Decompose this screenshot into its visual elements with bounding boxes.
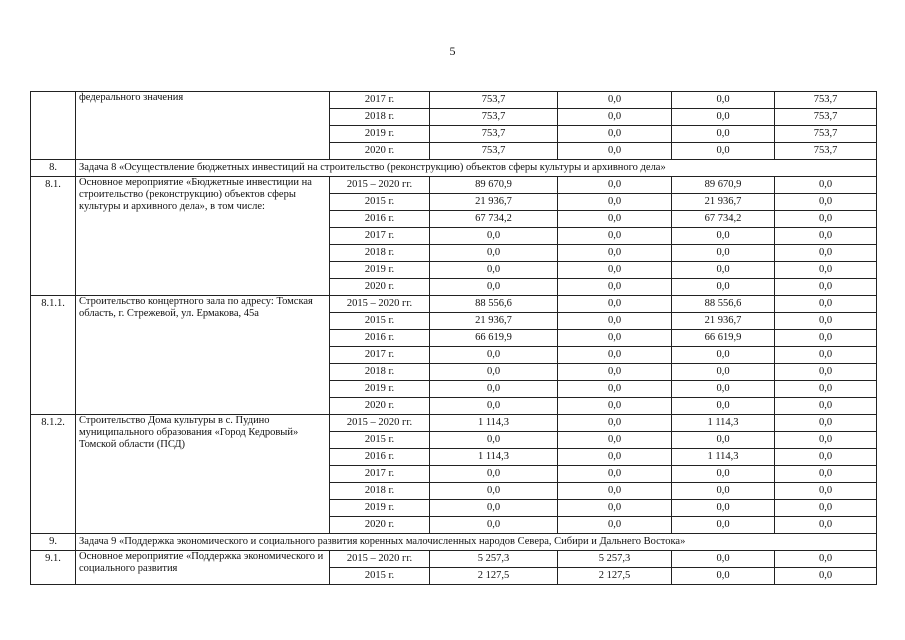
period-cell: 2015 г. (330, 568, 430, 585)
amount-cell: 0,0 (558, 143, 672, 160)
amount-cell: 0,0 (775, 432, 877, 449)
amount-cell: 21 936,7 (430, 194, 558, 211)
period-cell: 2015 – 2020 гг. (330, 415, 430, 432)
amount-cell: 0,0 (672, 381, 775, 398)
amount-cell: 0,0 (775, 415, 877, 432)
amount-cell: 0,0 (558, 313, 672, 330)
amount-cell: 66 619,9 (430, 330, 558, 347)
amount-cell: 0,0 (775, 313, 877, 330)
period-cell: 2016 г. (330, 330, 430, 347)
task-row (31, 534, 877, 551)
amount-cell: 0,0 (558, 381, 672, 398)
page-number: 5 (449, 44, 456, 58)
period-cell: 2015 – 2020 гг. (330, 177, 430, 194)
budget-table (30, 91, 877, 585)
amount-cell: 0,0 (775, 177, 877, 194)
row-number: 8.1.1. (31, 296, 76, 415)
amount-cell: 0,0 (558, 500, 672, 517)
period-cell: 2019 г. (330, 126, 430, 143)
amount-cell: 0,0 (775, 449, 877, 466)
amount-cell: 1 114,3 (672, 449, 775, 466)
amount-cell: 0,0 (672, 398, 775, 415)
amount-cell: 0,0 (775, 568, 877, 585)
amount-cell: 0,0 (775, 466, 877, 483)
amount-cell: 0,0 (430, 517, 558, 534)
period-cell: 2015 г. (330, 313, 430, 330)
amount-cell: 0,0 (558, 347, 672, 364)
period-cell: 2017 г. (330, 466, 430, 483)
activity-description: Основное мероприятие «Бюджетные инвестиции на строительство (реконструкцию) объектов сферы культуры и архивного дела», в том числе: (76, 177, 330, 296)
amount-cell: 0,0 (430, 347, 558, 364)
task-title: Задача 8 «Осуществление бюджетных инвестиций на строительство (реконструкцию) объектов сферы культуры и архивного дела» (76, 160, 877, 177)
period-cell: 2020 г. (330, 143, 430, 160)
amount-cell: 21 936,7 (672, 313, 775, 330)
amount-cell: 1 114,3 (430, 449, 558, 466)
amount-cell: 0,0 (430, 398, 558, 415)
amount-cell: 0,0 (775, 551, 877, 568)
amount-cell: 0,0 (672, 92, 775, 109)
amount-cell: 0,0 (672, 517, 775, 534)
period-cell: 2015 г. (330, 194, 430, 211)
amount-cell: 0,0 (558, 262, 672, 279)
amount-cell: 0,0 (558, 483, 672, 500)
amount-cell: 0,0 (672, 500, 775, 517)
amount-cell: 0,0 (430, 279, 558, 296)
amount-cell: 2 127,5 (558, 568, 672, 585)
amount-cell: 0,0 (775, 330, 877, 347)
amount-cell: 0,0 (775, 228, 877, 245)
period-cell: 2018 г. (330, 109, 430, 126)
amount-cell: 0,0 (672, 432, 775, 449)
amount-cell: 0,0 (430, 228, 558, 245)
amount-cell: 0,0 (672, 279, 775, 296)
amount-cell: 0,0 (672, 262, 775, 279)
period-cell: 2020 г. (330, 279, 430, 296)
amount-cell: 0,0 (558, 279, 672, 296)
amount-cell: 0,0 (775, 381, 877, 398)
period-cell: 2016 г. (330, 449, 430, 466)
amount-cell: 753,7 (430, 109, 558, 126)
amount-cell: 0,0 (775, 398, 877, 415)
amount-cell: 0,0 (558, 432, 672, 449)
amount-cell: 88 556,6 (430, 296, 558, 313)
period-cell: 2017 г. (330, 347, 430, 364)
amount-cell: 0,0 (558, 398, 672, 415)
table-row (31, 296, 877, 313)
amount-cell: 2 127,5 (430, 568, 558, 585)
budget-table-body (31, 92, 877, 585)
amount-cell: 0,0 (430, 364, 558, 381)
amount-cell: 0,0 (672, 143, 775, 160)
period-cell: 2019 г. (330, 500, 430, 517)
amount-cell: 0,0 (430, 381, 558, 398)
amount-cell: 0,0 (672, 568, 775, 585)
amount-cell: 0,0 (775, 500, 877, 517)
amount-cell: 1 114,3 (430, 415, 558, 432)
amount-cell: 0,0 (775, 296, 877, 313)
table-row (31, 415, 877, 432)
amount-cell: 0,0 (775, 194, 877, 211)
activity-description: Основное мероприятие «Поддержка экономического и социального развития (76, 551, 330, 585)
amount-cell: 753,7 (430, 92, 558, 109)
activity-description: федерального значения (76, 92, 330, 160)
amount-cell: 0,0 (430, 432, 558, 449)
row-number (31, 92, 76, 160)
amount-cell: 89 670,9 (430, 177, 558, 194)
amount-cell: 0,0 (558, 126, 672, 143)
amount-cell: 0,0 (558, 364, 672, 381)
period-cell: 2019 г. (330, 262, 430, 279)
amount-cell: 0,0 (430, 245, 558, 262)
amount-cell: 0,0 (558, 177, 672, 194)
activity-description: Строительство Дома культуры в с. Пудино муниципального образования «Город Кедровый» Томской области (ПСД) (76, 415, 330, 534)
amount-cell: 0,0 (672, 364, 775, 381)
amount-cell: 753,7 (775, 126, 877, 143)
row-number: 9. (31, 534, 76, 551)
table-row (31, 551, 877, 568)
task-title: Задача 9 «Поддержка экономического и социального развития коренных малочисленных народов Севера, Сибири и Дальнего Востока» (76, 534, 877, 551)
amount-cell: 0,0 (672, 551, 775, 568)
period-cell: 2020 г. (330, 517, 430, 534)
amount-cell: 0,0 (672, 347, 775, 364)
period-cell: 2016 г. (330, 211, 430, 228)
period-cell: 2017 г. (330, 228, 430, 245)
amount-cell: 0,0 (775, 517, 877, 534)
table-row (31, 92, 877, 109)
amount-cell: 0,0 (558, 109, 672, 126)
amount-cell: 0,0 (430, 262, 558, 279)
amount-cell: 21 936,7 (672, 194, 775, 211)
amount-cell: 753,7 (775, 143, 877, 160)
amount-cell: 0,0 (558, 415, 672, 432)
amount-cell: 0,0 (775, 211, 877, 228)
period-cell: 2018 г. (330, 483, 430, 500)
row-number: 8.1.2. (31, 415, 76, 534)
amount-cell: 5 257,3 (430, 551, 558, 568)
amount-cell: 0,0 (558, 245, 672, 262)
amount-cell: 0,0 (430, 500, 558, 517)
amount-cell: 88 556,6 (672, 296, 775, 313)
amount-cell: 0,0 (558, 517, 672, 534)
amount-cell: 21 936,7 (430, 313, 558, 330)
amount-cell: 0,0 (430, 483, 558, 500)
amount-cell: 66 619,9 (672, 330, 775, 347)
amount-cell: 0,0 (775, 262, 877, 279)
amount-cell: 89 670,9 (672, 177, 775, 194)
period-cell: 2015 – 2020 гг. (330, 296, 430, 313)
amount-cell: 0,0 (672, 228, 775, 245)
amount-cell: 1 114,3 (672, 415, 775, 432)
amount-cell: 0,0 (558, 449, 672, 466)
amount-cell: 0,0 (558, 228, 672, 245)
period-cell: 2017 г. (330, 92, 430, 109)
amount-cell: 753,7 (430, 126, 558, 143)
period-cell: 2019 г. (330, 381, 430, 398)
amount-cell: 0,0 (558, 330, 672, 347)
amount-cell: 0,0 (775, 245, 877, 262)
amount-cell: 0,0 (558, 92, 672, 109)
period-cell: 2015 г. (330, 432, 430, 449)
period-cell: 2018 г. (330, 245, 430, 262)
amount-cell: 0,0 (672, 126, 775, 143)
amount-cell: 5 257,3 (558, 551, 672, 568)
amount-cell: 0,0 (672, 466, 775, 483)
amount-cell: 0,0 (558, 296, 672, 313)
period-cell: 2018 г. (330, 364, 430, 381)
amount-cell: 0,0 (775, 347, 877, 364)
row-number: 9.1. (31, 551, 76, 585)
amount-cell: 753,7 (775, 109, 877, 126)
amount-cell: 0,0 (672, 109, 775, 126)
amount-cell: 753,7 (775, 92, 877, 109)
task-row (31, 160, 877, 177)
amount-cell: 0,0 (672, 245, 775, 262)
period-cell: 2020 г. (330, 398, 430, 415)
amount-cell: 0,0 (672, 483, 775, 500)
period-cell: 2015 – 2020 гг. (330, 551, 430, 568)
amount-cell: 0,0 (775, 364, 877, 381)
amount-cell: 0,0 (775, 483, 877, 500)
amount-cell: 0,0 (558, 194, 672, 211)
amount-cell: 67 734,2 (672, 211, 775, 228)
row-number: 8. (31, 160, 76, 177)
table-row (31, 177, 877, 194)
activity-description: Строительство концертного зала по адресу: Томская область, г. Стрежевой, ул. Ермакова, 45а (76, 296, 330, 415)
amount-cell: 67 734,2 (430, 211, 558, 228)
amount-cell: 0,0 (558, 211, 672, 228)
amount-cell: 0,0 (558, 466, 672, 483)
amount-cell: 753,7 (430, 143, 558, 160)
amount-cell: 0,0 (775, 279, 877, 296)
row-number: 8.1. (31, 177, 76, 296)
amount-cell: 0,0 (430, 466, 558, 483)
